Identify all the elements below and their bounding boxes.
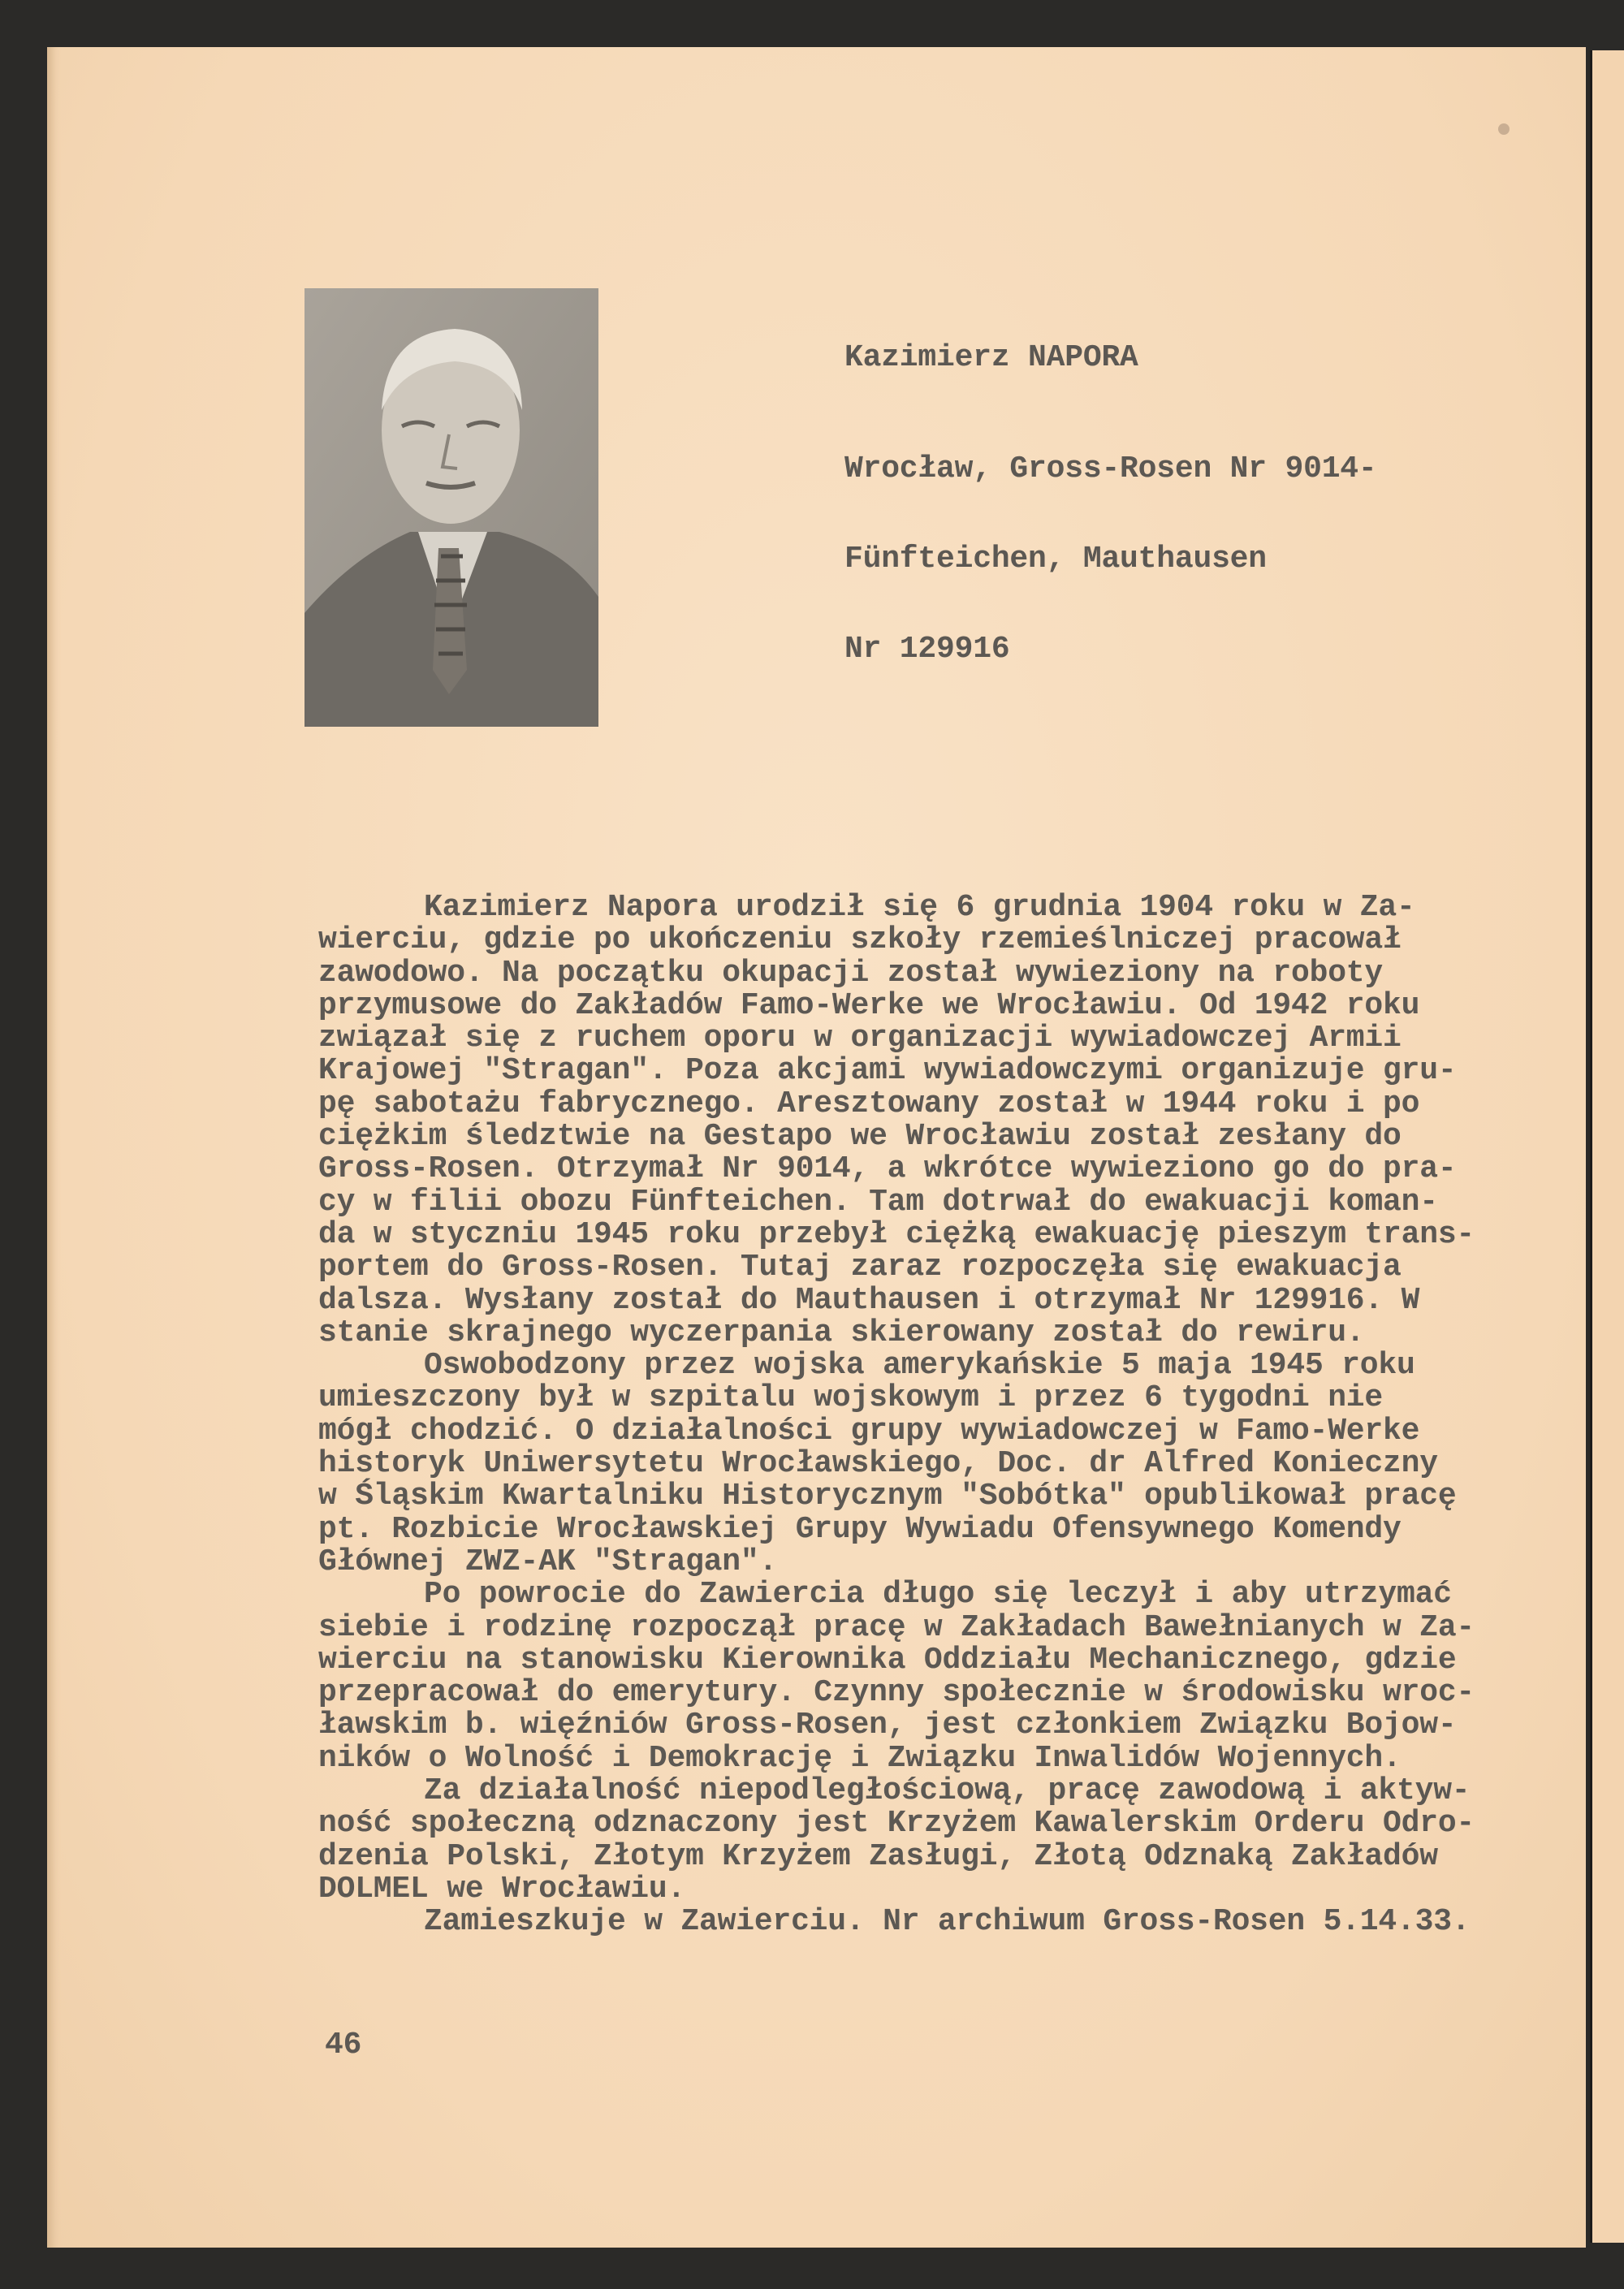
facing-page-edge — [1590, 50, 1624, 2243]
text-line: DOLMEL we Wrocławiu. — [318, 1871, 686, 1907]
text-line: wierciu, gdzie po ukończeniu szkoły rzemieślniczej pracował — [318, 922, 1402, 958]
text-line: Gross-Rosen. Otrzymał Nr 9014, a wkrótce wywieziono go do pra- — [318, 1151, 1457, 1187]
page-number: 46 — [325, 2028, 362, 2062]
text-line: w Śląskim Kwartalniku Historycznym "Sobótka" opublikował pracę — [318, 1479, 1457, 1514]
paragraph — [318, 1579, 1475, 1775]
text-line: Głównej ZWZ-AK "Stragan". — [318, 1544, 778, 1579]
text-line: cy w filii obozu Fünfteichen. Tam dotrwał do ewakuacji koman- — [318, 1184, 1438, 1220]
person-name: Kazimierz NAPORA — [844, 340, 1138, 375]
portrait-photo — [304, 288, 598, 727]
paragraph — [318, 892, 1475, 1350]
person-detail-line: Wrocław, Gross-Rosen Nr 9014- — [844, 451, 1377, 486]
biography-text — [318, 892, 1475, 1939]
text-line: ników o Wolność i Demokrację i Związku Inwalidów Wojennych. — [318, 1740, 1402, 1776]
text-line: ciężkim śledztwie na Gestapo we Wrocławiu został zesłany do — [318, 1119, 1402, 1155]
text-line: mógł chodzić. O działalności grupy wywiadowczej w Famo-Werke — [318, 1413, 1420, 1449]
text-line: ławskim b. więźniów Gross-Rosen, jest członkiem Związku Bojow- — [318, 1708, 1457, 1743]
text-line: zawodowo. Na początku okupacji został wywieziony na roboty — [318, 955, 1384, 991]
text-line: ność społeczną odznaczony jest Krzyżem Kawalerskim Orderu Odro- — [318, 1806, 1475, 1842]
text-line: dalsza. Wysłany został do Mauthausen i otrzymał Nr 129916. W — [318, 1282, 1420, 1318]
person-detail-line: Nr 129916 — [844, 632, 1010, 667]
text-line: da w styczniu 1945 roku przebył ciężką ewakuację pieszym trans- — [318, 1216, 1475, 1252]
paragraph — [318, 1350, 1475, 1579]
text-line: siebie i rodzinę rozpoczął pracę w Zakładach Bawełnianych w Za- — [318, 1609, 1475, 1645]
text-line: wierciu na stanowisku Kierownika Oddziału Mechanicznego, gdzie — [318, 1642, 1457, 1678]
paragraph — [318, 1906, 1475, 1938]
text-line: stanie skrajnego wyczerpania skierowany został do rewiru. — [318, 1315, 1365, 1350]
text-line: umieszczony był w szpitalu wojskowym i przez 6 tygodni nie — [318, 1380, 1384, 1416]
text-line: pę sabotażu fabrycznego. Aresztowany został w 1944 roku i po — [318, 1086, 1420, 1121]
text-line: przepracował do emerytury. Czynny społecznie w środowisku wroc- — [318, 1675, 1475, 1711]
text-line: Oswobodzony przez wojska amerykańskie 5 maja 1945 roku — [424, 1348, 1415, 1384]
person-header — [844, 283, 1377, 694]
person-detail-line: Fünfteichen, Mauthausen — [844, 542, 1267, 577]
text-line: pt. Rozbicie Wrocławskiej Grupy Wywiadu Ofensywnego Komendy — [318, 1511, 1402, 1547]
paper-speck — [1498, 123, 1510, 135]
text-line: przymusowe do Zakładów Famo-Werke we Wrocławiu. Od 1942 roku — [318, 987, 1420, 1023]
text-line: związał się z ruchem oporu w organizacji wywiadowczej Armii — [318, 1021, 1402, 1056]
text-line: dzenia Polski, Złotym Krzyżem Zasługi, Złotą Odznaką Zakładów — [318, 1838, 1438, 1874]
text-line: historyk Uniwersytetu Wrocławskiego, Doc. dr Alfred Konieczny — [318, 1446, 1438, 1482]
text-line: Kazimierz Napora urodził się 6 grudnia 1904 roku w Za- — [424, 890, 1415, 925]
text-line: Zamieszkuje w Zawierciu. Nr archiwum Gross-Rosen 5.14.33. — [424, 1904, 1471, 1940]
text-line: Po powrocie do Zawiercia długo się leczył i aby utrzymać — [424, 1577, 1452, 1613]
paragraph — [318, 1775, 1475, 1906]
text-line: Krajowej "Stragan". Poza akcjami wywiadowczymi organizuje gru- — [318, 1053, 1457, 1089]
text-line: Za działalność niepodległościową, pracę zawodową i aktyw- — [424, 1773, 1471, 1809]
text-line: portem do Gross-Rosen. Tutaj zaraz rozpoczęła się ewakuacja — [318, 1250, 1402, 1285]
